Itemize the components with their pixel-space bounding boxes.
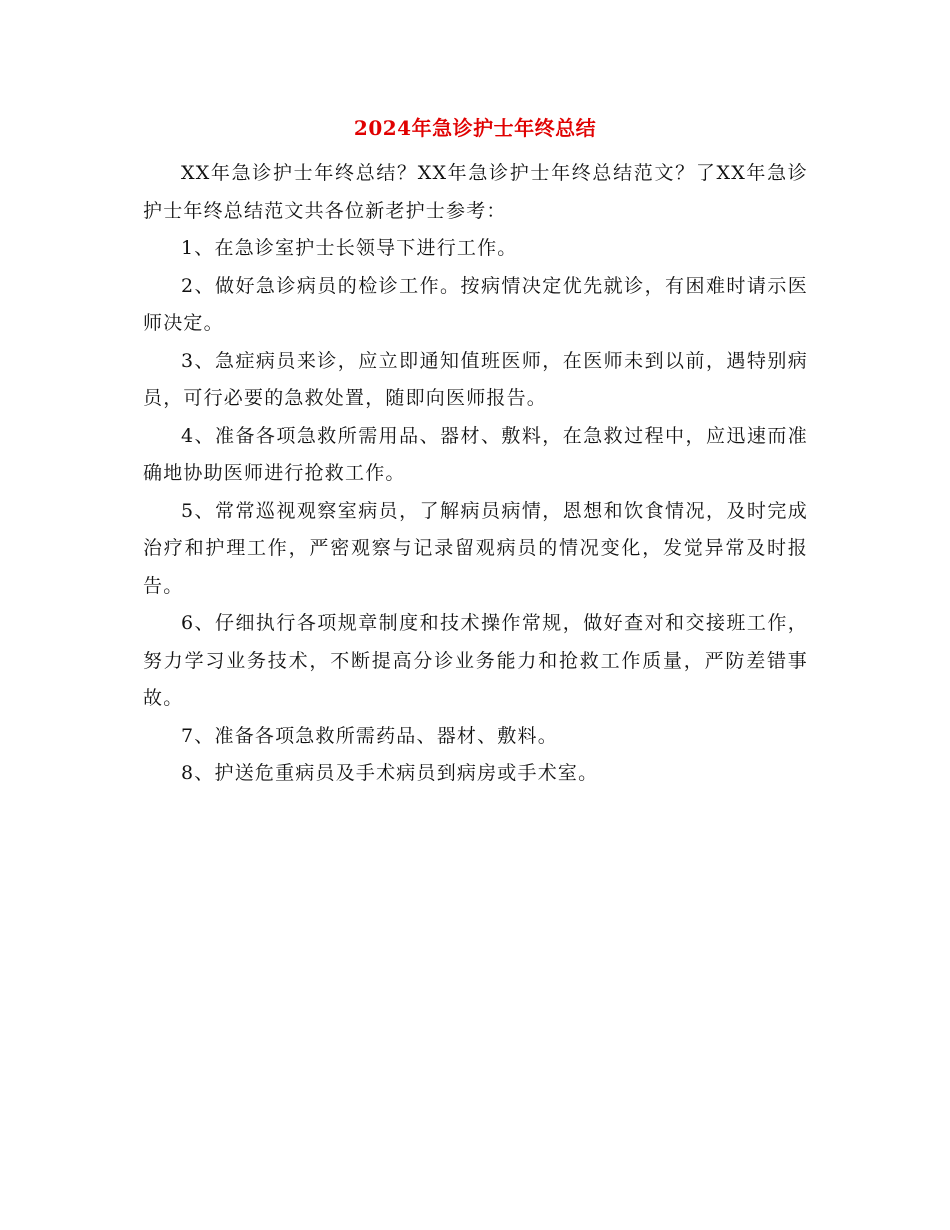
intro-paragraph: XX年急诊护士年终总结？XX年急诊护士年终总结范文？了XX年急诊护士年终总结范文共各位新老护士参考： xyxy=(143,162,808,222)
list-item-8: 8、护送危重病员及手术病员到病房或手术室。 xyxy=(181,762,599,784)
list-item-3: 3、急症病员来诊，应立即通知值班医师，在医师未到以前，遇特别病员，可行必要的急救处置，随即向医师报告。 xyxy=(143,349,808,409)
list-item-1: 1、在急诊室护士长领导下进行工作。 xyxy=(181,237,518,259)
list-item-4: 4、准备各项急救所需用品、器材、敷料，在急救过程中，应迅速而准确地协助医师进行抢救工作。 xyxy=(143,424,808,484)
document-body xyxy=(143,155,808,793)
document-title: 2024年急诊护士年终总结 xyxy=(353,116,597,140)
list-item-2: 2、做好急诊病员的检诊工作。按病情决定优先就诊，有困难时请示医师决定。 xyxy=(143,274,808,334)
list-item-6: 6、仔细执行各项规章制度和技术操作常规，做好查对和交接班工作，努力学习业务技术，不断提高分诊业务能力和抢救工作质量，严防差错事故。 xyxy=(143,612,808,709)
list-item-5: 5、常常巡视观察室病员，了解病员病情，恩想和饮食情况，及时完成治疗和护理工作，严密观察与记录留观病员的情况变化，发觉异常及时报告。 xyxy=(143,499,808,597)
list-item-7: 7、准备各项急救所需药品、器材、敷料。 xyxy=(181,724,558,747)
